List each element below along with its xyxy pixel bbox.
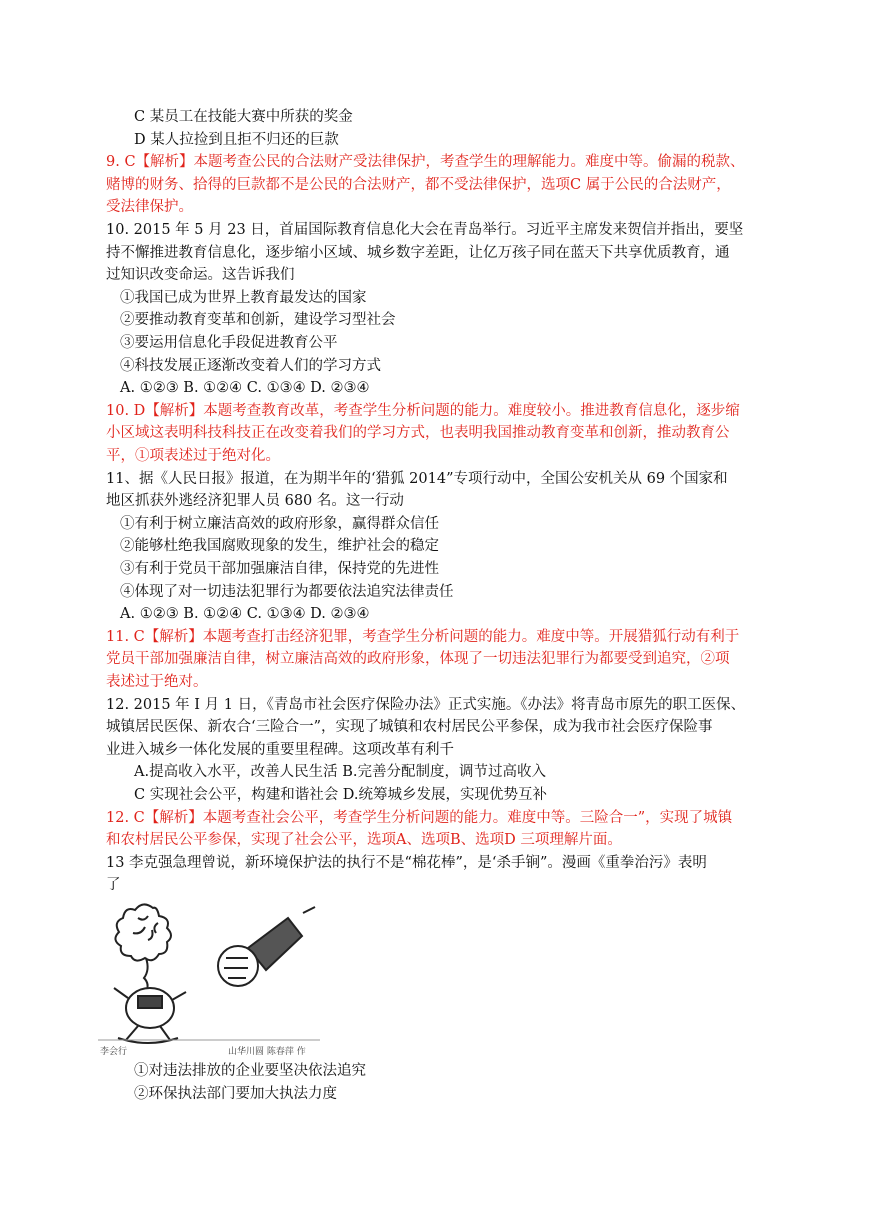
analysis-line: 12. C【解析】本题考查社会公平，考查学生分析问题的能力。难度中等。三险合一”，实现了城镇: [106, 809, 733, 826]
question-line: 13 李克强急理曾说，新环境保护法的执行不是“棉花棒”，是‘杀手锏”。漫画《重拳治污》表明: [106, 854, 707, 871]
cartoon-caption-left: 李会行: [100, 1047, 128, 1057]
question-line: ②要推动教育变革和创新，建设学习型社会: [120, 312, 396, 329]
question-line: C 实现社会公平，构建和谐社会 D.统筹城乡发展，实现优势互补: [134, 787, 548, 803]
option-line: ②环保执法部门要加大执法力度: [134, 1085, 337, 1102]
analysis-line: 赌博的财务、拾得的巨款都不是公民的合法财产，都不受法律保护，选项C 属于公民的合法财产，: [106, 176, 731, 193]
question-line: A. ①②③ B. ①②④ C. ①③④ D. ②③④: [120, 380, 370, 397]
question-line: ④体现了对一切违法犯罪行为都要依法追究法律责任: [120, 583, 454, 600]
analysis-line: 9. C【解析】本题考查公民的合法财产受法律保护，考查学生的理解能力。难度中等。偷漏的税款、: [106, 154, 745, 171]
question-line: D 某人拉捡到且拒不归还的巨款: [134, 131, 339, 148]
question-line: ①我国已成为世界上教育最发达的国家: [120, 289, 367, 306]
analysis-line: 11. C【解析】本题考查打击经济犯罪，考查学生分析问题的能力。难度中等。开展猎狐行动有利于: [106, 628, 740, 645]
analysis-line: 小区域这表明科技科技正在改变着我们的学习方式，也表明我国推动教育变革和创新，推动教育公: [106, 425, 730, 442]
analysis-line: 和农村居民公平参保，实现了社会公平，选项A、选项B、选项D 三项理解片面。: [106, 832, 622, 849]
question-line: ①有利于树立廉洁高效的政府形象，赢得群众信任: [120, 515, 439, 532]
polluter-figure-icon: [114, 988, 186, 1043]
smoke-cloud-icon: [115, 904, 171, 992]
cartoon-caption-right: 山华川圆 陈春萍 作: [228, 1047, 306, 1057]
question-line: 过知识改变命运。这告诉我们: [106, 267, 295, 284]
question-line: 10. 2015 年 5 月 23 日，首届国际教育信息化大会在青岛举行。习近平主席发来贺信并指出，要坚: [106, 222, 744, 238]
analysis-line: 表述过于绝对。: [106, 674, 208, 690]
question-line: 11、据《人民日报》报道，在为期半年的‘猎狐 2014”专项行动中，全国公安机关从 69 个国家和: [106, 470, 728, 487]
question-line: 城镇居民医保、新农合‘三险合一”，实现了城镇和农村居民公平参保，成为我市社会医疗保险事: [106, 719, 713, 736]
question-line: 持不懈推进教育信息化，逐步缩小区域、城乡数字差距，让亿万孩子同在蓝天下共享优质教育，通: [106, 244, 730, 261]
question-line: 12. 2015 年 I 月 1 日，《青岛市社会医疗保险办法》正式实施。《办法》将青岛市原先的职工医保、: [106, 696, 746, 713]
question-line: A.提高收入水平，改善人民生活 B.完善分配制度，调节过高收入: [134, 764, 546, 781]
analysis-line: 10. D【解析】本题考查教育改革，考查学生分析问题的能力。难度较小。推进教育信息化，逐步缩: [106, 402, 740, 419]
cartoon-image: [98, 888, 320, 1058]
option-line: ①对违法排放的企业要坚决依法追究: [134, 1063, 366, 1079]
question-line: C 某员工在技能大赛中所获的奖金: [134, 109, 353, 125]
question-line: 业进入城乡一体化发展的重要里程碑。这项改革有利千: [106, 741, 454, 758]
question-line: ③有利于党员干部加强廉洁自律，保持党的先进性: [120, 561, 439, 577]
question-line: 了: [106, 877, 121, 894]
analysis-line: 平，①项表述过于绝对化。: [106, 448, 280, 464]
question-line: ④科技发展正逐渐改变着人们的学习方式: [120, 357, 381, 374]
question-line: 地区抓获外逃经济犯罪人员 680 名。这一行动: [106, 493, 404, 510]
fist-icon: [218, 907, 315, 986]
question-line: A. ①②③ B. ①②④ C. ①③④ D. ②③④: [120, 606, 370, 623]
analysis-line: 受法律保护。: [106, 199, 193, 216]
analysis-line: 党员干部加强廉洁自律，树立廉洁高效的政府形象，体现了一切违法犯罪行为都要受到追究，②项: [106, 651, 730, 668]
question-line: ③要运用信息化手段促进教育公平: [120, 335, 338, 351]
question-line: ②能够杜绝我国腐败现象的发生，维护社会的稳定: [120, 538, 439, 555]
